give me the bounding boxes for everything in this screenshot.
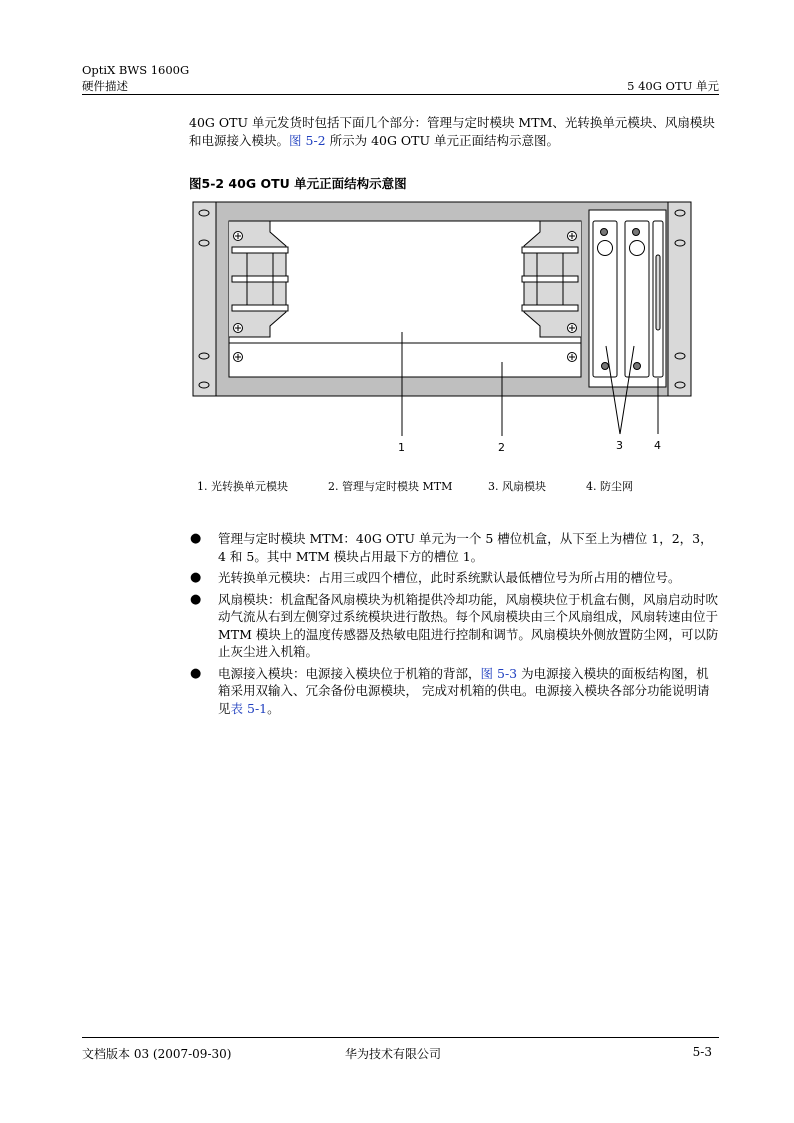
bullet-item-fan: ● 风扇模块：机盒配备风扇模块为机箱提供冷却功能，风扇模块位于机盒右侧，风扇启动时吹动气流从右到左侧穿过系统模块进行散热。每个风扇模块由三个风扇组成，风扇转速由位于 MTM 模块上的温度传感器及热敏电阻进行控制和调节。风扇模块外侧放置防尘网，可以防止灰尘进入机箱。 [190, 591, 719, 659]
legend-item-1: 1. 光转换单元模块 [197, 480, 288, 493]
bullet-dot-icon: ● [190, 531, 202, 546]
bullet-item-power: ● 电源接入模块：电源接入模块位于机箱的背部，图 5-3 为电源接入模块的面板结构图，机箱采用双输入、冗余备份电源模块， 完成对机箱的供电。电源接入模块各部分功能说明请见表 5-1。 [190, 665, 710, 716]
intro-text: 40G OTU 单元发货时包括下面几个部分：管理与定时模块 MTM、光转换单元模块、风扇模块和电源接入模块。 [189, 115, 715, 148]
footer-rule [82, 1037, 719, 1038]
right-mounting-ear [668, 202, 691, 396]
callout-4: 4 [654, 439, 661, 452]
callout-3: 3 [616, 439, 623, 452]
bullet-dot-icon: ● [190, 570, 202, 585]
callout-1: 1 [398, 441, 405, 454]
header-chapter: 5 40G OTU 单元 [627, 79, 719, 93]
chassis-front-diagram [190, 200, 695, 460]
figure-link[interactable]: 图 5-2 [289, 133, 326, 148]
legend-item-2: 2. 管理与定时模块 MTM [328, 480, 453, 493]
bullet-list [189, 530, 719, 721]
intro-text-after: 所示为 40G OTU 单元正面结构示意图。 [325, 133, 560, 148]
footer-page-number: 5-3 [692, 1045, 712, 1059]
mtm-module [229, 343, 581, 377]
callout-2: 2 [498, 441, 505, 454]
legend-item-4: 4. 防尘网 [586, 480, 633, 493]
bullet-dot-icon: ● [190, 665, 202, 681]
left-mounting-ear [193, 202, 216, 396]
footer-version: 文档版本 03 (2007-09-30) [82, 1047, 232, 1061]
bullet-item-optical: ● 光转换单元模块：占用三或四个槽位，此时系统默认最低槽位号为所占用的槽位号。 [190, 570, 681, 585]
header-doc-type: 硬件描述 [82, 79, 128, 93]
figure-5-3-link[interactable]: 图 5-3 [480, 665, 518, 681]
intro-paragraph [189, 114, 719, 150]
table-5-1-link[interactable]: 表 5-1 [230, 700, 268, 716]
bullet-item-mtm: ● 管理与定时模块 MTM：40G OTU 单元为一个 5 槽位机盒，从下至上为槽位 1，2，3，4 和 5。其中 MTM 模块占用最下方的槽位 1。 [190, 531, 713, 564]
bullet-dot-icon: ● [190, 591, 202, 607]
footer-company: 华为技术有限公司 [345, 1047, 442, 1061]
legend-item-3: 3. 风扇模块 [488, 480, 546, 493]
figure-caption: 图5-2 40G OTU 单元正面结构示意图 [189, 176, 407, 191]
header-product: OptiX BWS 1600G [82, 63, 190, 77]
header-rule [82, 94, 719, 95]
